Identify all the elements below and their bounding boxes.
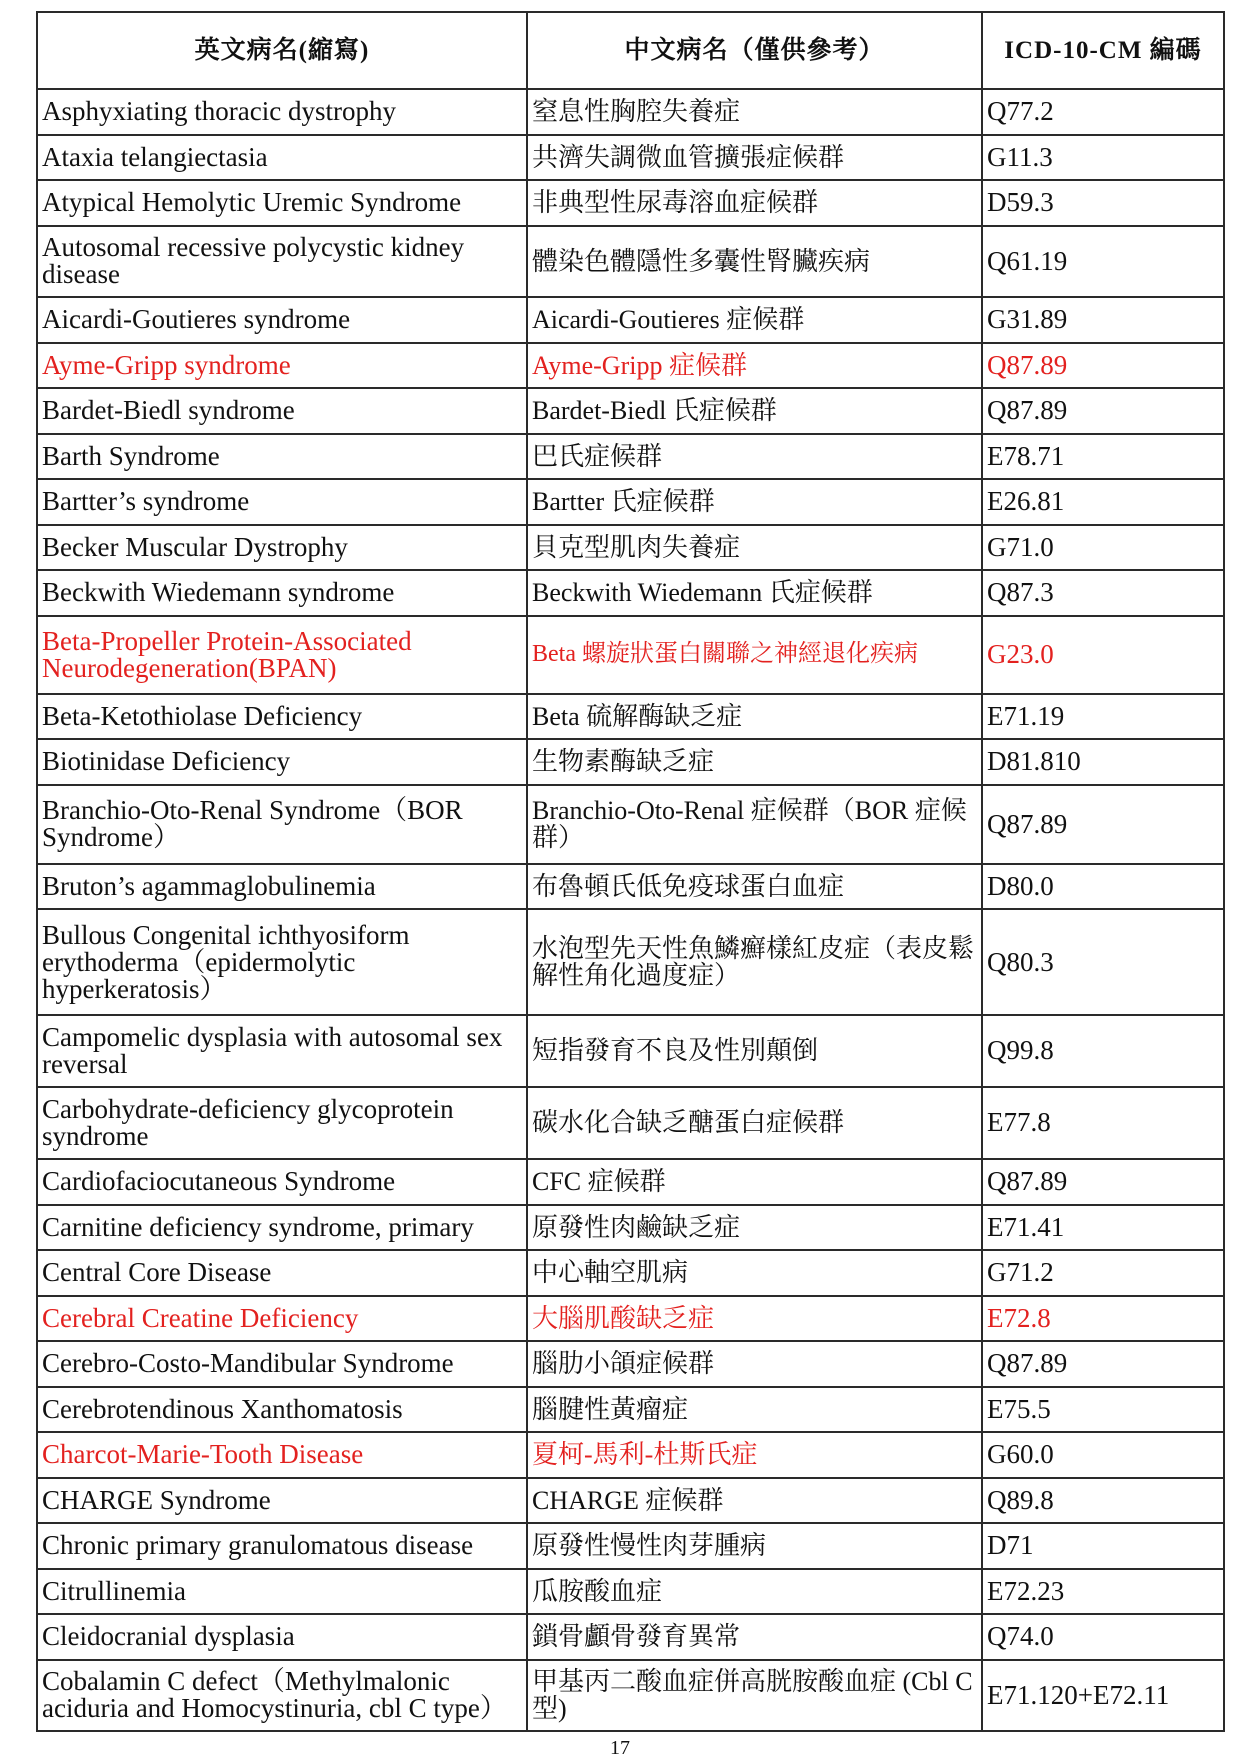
table-row xyxy=(37,1159,1224,1205)
chinese-name-cell: 生物素酶缺乏症 xyxy=(527,739,982,785)
table-header-row xyxy=(37,12,1224,89)
table-row xyxy=(37,616,1224,694)
icd-code-cell: Q74.0 xyxy=(982,1614,1224,1660)
chinese-name-cell: 非典型性尿毒溶血症候群 xyxy=(527,180,982,226)
table-row xyxy=(37,785,1224,864)
icd-code-cell: Q87.89 xyxy=(982,1159,1224,1205)
chinese-name-cell: 大腦肌酸缺乏症 xyxy=(527,1296,982,1342)
english-name-cell: Ayme-Gripp syndrome xyxy=(37,343,527,389)
english-name-cell: Cerebral Creatine Deficiency xyxy=(37,1296,527,1342)
chinese-name-cell: 瓜胺酸血症 xyxy=(527,1569,982,1615)
chinese-name-cell: Beta 螺旋狀蛋白關聯之神經退化疾病 xyxy=(527,616,982,694)
table-row xyxy=(37,1296,1224,1342)
english-name-cell: CHARGE Syndrome xyxy=(37,1478,527,1524)
chinese-name-cell: 水泡型先天性魚鱗癬樣紅皮症（表皮鬆解性角化過度症） xyxy=(527,909,982,1015)
chinese-name-cell: 短指發育不良及性別顛倒 xyxy=(527,1015,982,1087)
table-row xyxy=(37,135,1224,181)
icd-code-cell: Q87.89 xyxy=(982,388,1224,434)
english-name-cell: Bullous Congenital ichthyosiform erythoderma（epidermolytic hyperkeratosis） xyxy=(37,909,527,1015)
icd-code-cell: Q87.89 xyxy=(982,785,1224,864)
page-number: 17 xyxy=(610,1737,630,1754)
icd-code-cell: G71.0 xyxy=(982,525,1224,571)
chinese-name-cell: 原發性慢性肉芽腫病 xyxy=(527,1523,982,1569)
icd-code-cell: Q99.8 xyxy=(982,1015,1224,1087)
table-row xyxy=(37,226,1224,298)
chinese-name-cell: 原發性肉鹼缺乏症 xyxy=(527,1205,982,1251)
column-header-icd-code: ICD-10-CM 編碼 xyxy=(982,12,1224,89)
table-row xyxy=(37,1614,1224,1660)
icd-code-cell: E26.81 xyxy=(982,479,1224,525)
icd-code-cell: E77.8 xyxy=(982,1087,1224,1160)
chinese-name-cell: 貝克型肌肉失養症 xyxy=(527,525,982,571)
english-name-cell: Cardiofaciocutaneous Syndrome xyxy=(37,1159,527,1205)
table-row xyxy=(37,180,1224,226)
chinese-name-cell: 窒息性胸腔失養症 xyxy=(527,89,982,135)
icd-code-cell: G23.0 xyxy=(982,616,1224,694)
chinese-name-cell: Beckwith Wiedemann 氏症候群 xyxy=(527,570,982,616)
table-row xyxy=(37,525,1224,571)
table-row xyxy=(37,909,1224,1015)
chinese-name-cell: Ayme-Gripp 症候群 xyxy=(527,343,982,389)
icd-code-cell: D81.810 xyxy=(982,739,1224,785)
english-name-cell: Bartter’s syndrome xyxy=(37,479,527,525)
chinese-name-cell: CHARGE 症候群 xyxy=(527,1478,982,1524)
icd-code-cell: E71.120+E72.11 xyxy=(982,1660,1224,1732)
icd-code-cell: G11.3 xyxy=(982,135,1224,181)
icd-code-cell: Q80.3 xyxy=(982,909,1224,1015)
english-name-cell: Chronic primary granulomatous disease xyxy=(37,1523,527,1569)
icd-code-cell: Q87.89 xyxy=(982,1341,1224,1387)
table-row xyxy=(37,864,1224,910)
table-row xyxy=(37,89,1224,135)
english-name-cell: Beta-Ketothiolase Deficiency xyxy=(37,694,527,740)
table-row xyxy=(37,694,1224,740)
english-name-cell: Carnitine deficiency syndrome, primary xyxy=(37,1205,527,1251)
english-name-cell: Campomelic dysplasia with autosomal sex reversal xyxy=(37,1015,527,1087)
english-name-cell: Biotinidase Deficiency xyxy=(37,739,527,785)
chinese-name-cell: 夏柯-馬利-杜斯氏症 xyxy=(527,1432,982,1478)
table-row xyxy=(37,1569,1224,1615)
chinese-name-cell: Branchio-Oto-Renal 症候群（BOR 症候群） xyxy=(527,785,982,864)
english-name-cell: Barth Syndrome xyxy=(37,434,527,480)
chinese-name-cell: 中心軸空肌病 xyxy=(527,1250,982,1296)
table-row xyxy=(37,388,1224,434)
table-row xyxy=(37,1015,1224,1087)
column-header-english-name: 英文病名(縮寫) xyxy=(37,12,527,89)
column-header-chinese-name: 中文病名（僅供參考） xyxy=(527,12,982,89)
table-row xyxy=(37,1387,1224,1433)
table-row xyxy=(37,343,1224,389)
english-name-cell: Autosomal recessive polycystic kidney disease xyxy=(37,226,527,298)
english-name-cell: Atypical Hemolytic Uremic Syndrome xyxy=(37,180,527,226)
icd-code-cell: Q87.3 xyxy=(982,570,1224,616)
english-name-cell: Ataxia telangiectasia xyxy=(37,135,527,181)
english-name-cell: Bruton’s agammaglobulinemia xyxy=(37,864,527,910)
english-name-cell: Beta-Propeller Protein-Associated Neurodegeneration(BPAN) xyxy=(37,616,527,694)
icd-code-cell: D59.3 xyxy=(982,180,1224,226)
english-name-cell: Charcot-Marie-Tooth Disease xyxy=(37,1432,527,1478)
icd-code-cell: E78.71 xyxy=(982,434,1224,480)
table-row xyxy=(37,1087,1224,1160)
english-name-cell: Cerebrotendinous Xanthomatosis xyxy=(37,1387,527,1433)
english-name-cell: Asphyxiating thoracic dystrophy xyxy=(37,89,527,135)
table-row xyxy=(37,1478,1224,1524)
icd-code-cell: G60.0 xyxy=(982,1432,1224,1478)
english-name-cell: Becker Muscular Dystrophy xyxy=(37,525,527,571)
chinese-name-cell: Aicardi-Goutieres 症候群 xyxy=(527,297,982,343)
icd-code-cell: E75.5 xyxy=(982,1387,1224,1433)
table-row xyxy=(37,434,1224,480)
table-row xyxy=(37,1341,1224,1387)
chinese-name-cell: Bartter 氏症候群 xyxy=(527,479,982,525)
chinese-name-cell: 巴氏症候群 xyxy=(527,434,982,480)
chinese-name-cell: 布魯頓氏低免疫球蛋白血症 xyxy=(527,864,982,910)
icd-code-cell: G31.89 xyxy=(982,297,1224,343)
table-row xyxy=(37,739,1224,785)
icd-code-cell: G71.2 xyxy=(982,1250,1224,1296)
english-name-cell: Cleidocranial dysplasia xyxy=(37,1614,527,1660)
table-row xyxy=(37,1205,1224,1251)
chinese-name-cell: 腦腱性黃瘤症 xyxy=(527,1387,982,1433)
english-name-cell: Aicardi-Goutieres syndrome xyxy=(37,297,527,343)
english-name-cell: Citrullinemia xyxy=(37,1569,527,1615)
icd-code-cell: Q89.8 xyxy=(982,1478,1224,1524)
chinese-name-cell: 腦肋小頜症候群 xyxy=(527,1341,982,1387)
english-name-cell: Cerebro-Costo-Mandibular Syndrome xyxy=(37,1341,527,1387)
english-name-cell: Branchio-Oto-Renal Syndrome（BOR Syndrome） xyxy=(37,785,527,864)
icd-code-cell: E71.41 xyxy=(982,1205,1224,1251)
english-name-cell: Bardet-Biedl syndrome xyxy=(37,388,527,434)
english-name-cell: Beckwith Wiedemann syndrome xyxy=(37,570,527,616)
chinese-name-cell: 體染色體隱性多囊性腎臟疾病 xyxy=(527,226,982,298)
english-name-cell: Central Core Disease xyxy=(37,1250,527,1296)
icd-code-cell: D80.0 xyxy=(982,864,1224,910)
chinese-name-cell: Beta 硫解酶缺乏症 xyxy=(527,694,982,740)
icd-code-cell: E71.19 xyxy=(982,694,1224,740)
disease-code-table xyxy=(36,11,1225,1732)
english-name-cell: Carbohydrate-deficiency glycoprotein syndrome xyxy=(37,1087,527,1160)
chinese-name-cell: 鎖骨顱骨發育異常 xyxy=(527,1614,982,1660)
chinese-name-cell: CFC 症候群 xyxy=(527,1159,982,1205)
icd-code-cell: Q87.89 xyxy=(982,343,1224,389)
table-row xyxy=(37,479,1224,525)
chinese-name-cell: 碳水化合缺乏醣蛋白症候群 xyxy=(527,1087,982,1160)
icd-code-cell: Q77.2 xyxy=(982,89,1224,135)
icd-code-cell: E72.8 xyxy=(982,1296,1224,1342)
table-row xyxy=(37,1523,1224,1569)
chinese-name-cell: Bardet-Biedl 氏症候群 xyxy=(527,388,982,434)
chinese-name-cell: 共濟失調微血管擴張症候群 xyxy=(527,135,982,181)
table-row xyxy=(37,570,1224,616)
icd-code-cell: E72.23 xyxy=(982,1569,1224,1615)
table-row xyxy=(37,1250,1224,1296)
icd-code-cell: Q61.19 xyxy=(982,226,1224,298)
chinese-name-cell: 甲基丙二酸血症併高胱胺酸血症 (Cbl C 型) xyxy=(527,1660,982,1732)
icd-code-cell: D71 xyxy=(982,1523,1224,1569)
table-row xyxy=(37,1432,1224,1478)
table-row xyxy=(37,297,1224,343)
table-row xyxy=(37,1660,1224,1732)
english-name-cell: Cobalamin C defect（Methylmalonic aciduria and Homocystinuria, cbl C type） xyxy=(37,1660,527,1732)
